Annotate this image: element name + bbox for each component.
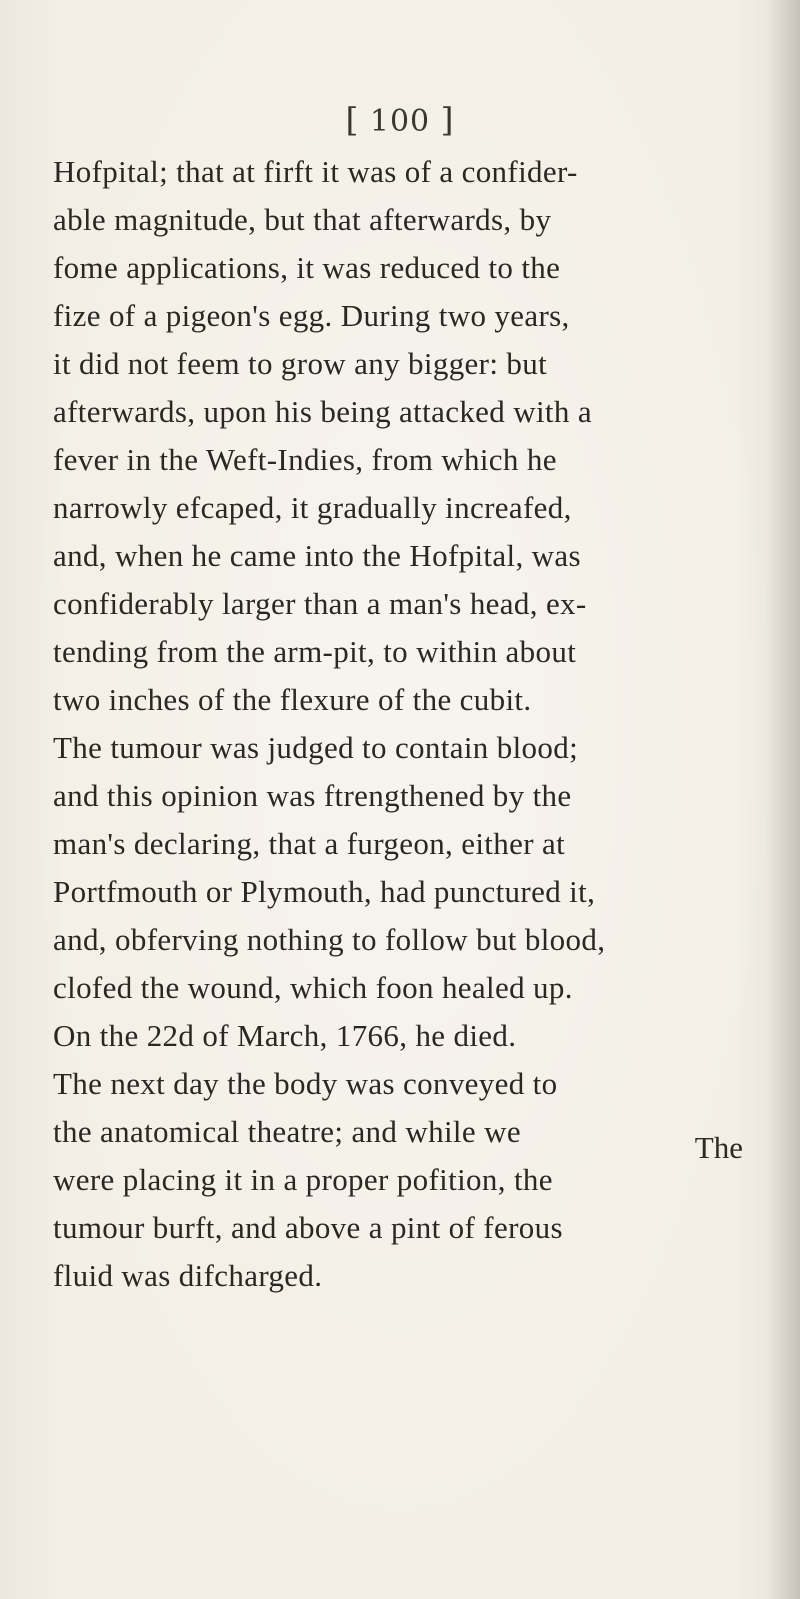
- text-line: confiderably larger than a man's head, ex-: [53, 586, 587, 621]
- page-number: 100: [369, 104, 431, 139]
- catchword: The: [694, 1130, 743, 1165]
- text-line: and, obferving nothing to follow but blood,: [53, 922, 606, 957]
- text-line: tumour burft, and above a pint of ferous: [53, 1210, 563, 1245]
- text-line: Portfmouth or Plymouth, had punctured it,: [53, 874, 596, 909]
- text-line: Hofpital; that at firft it was of a confider-: [53, 154, 578, 189]
- text-line: narrowly efcaped, it gradually increafed,: [53, 490, 572, 525]
- text-line: fize of a pigeon's egg. During two years,: [53, 298, 570, 333]
- page-number-header: [0, 100, 800, 139]
- text-line: man's declaring, that a furgeon, either at: [53, 826, 566, 861]
- text-line: able magnitude, but that afterwards, by: [53, 202, 552, 237]
- text-line: The tumour was judged to contain blood;: [53, 730, 579, 765]
- text-line: the anatomical theatre; and while we: [53, 1114, 521, 1149]
- text-line: two inches of the flexure of the cubit.: [53, 682, 532, 717]
- open-bracket: [: [345, 100, 360, 139]
- text-line: and this opinion was ftrengthened by the: [53, 778, 572, 813]
- text-line: tending from the arm-pit, to within about: [53, 634, 577, 669]
- text-line: afterwards, upon his being attacked with a: [53, 394, 592, 429]
- text-line: On the 22d of March, 1766, he died.: [53, 1018, 517, 1053]
- text-line: clofed the wound, which foon healed up.: [53, 970, 573, 1005]
- text-line: fome applications, it was reduced to the: [53, 250, 561, 285]
- text-line: it did not feem to grow any bigger: but: [53, 346, 548, 381]
- text-line: were placing it in a proper pofition, the: [53, 1162, 553, 1197]
- text-line: The next day the body was conveyed to: [53, 1066, 558, 1101]
- text-line: fever in the Weft-Indies, from which he: [53, 442, 557, 477]
- close-bracket: ]: [440, 100, 455, 139]
- text-line: and, when he came into the Hofpital, was: [53, 538, 581, 573]
- text-line: fluid was difcharged.: [53, 1258, 323, 1293]
- body-text: [53, 148, 773, 1300]
